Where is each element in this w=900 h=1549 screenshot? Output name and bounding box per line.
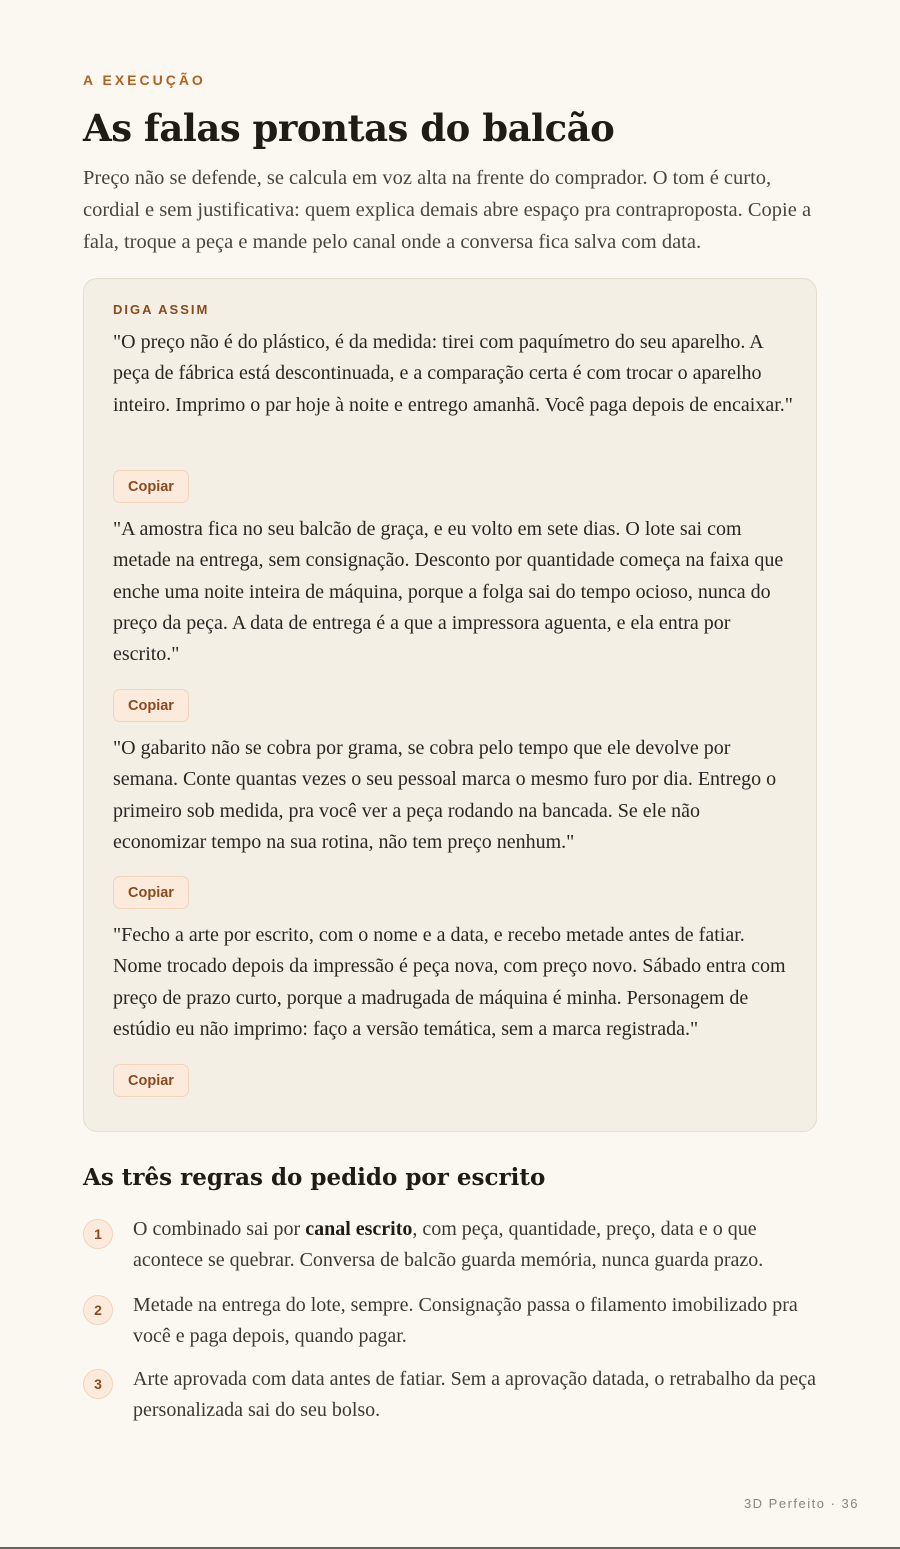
rule-text: Metade na entrega do lote, sempre. Consignação passa o filamento imobilizado pra você e paga depois, quando pagar. (133, 1294, 798, 1347)
copy-button[interactable]: Copiar (113, 876, 189, 909)
copy-button[interactable]: Copiar (113, 470, 189, 503)
quote-text: "O gabarito não se cobra por grama, se cobra pelo tempo que ele devolve por semana. Conte quantas vezes o seu pessoal marca o mesmo furo por dia. Entrego o primeiro sob medida, pra você ver a peça rodando na bancada. Se ele não economizar tempo na sua rotina, não tem preço nenhum." (113, 737, 777, 853)
scripts-card (83, 278, 817, 1132)
rule-emphasis: canal escrito (305, 1218, 413, 1240)
quote-text: "O preço não é do plástico, é da medida: tirei com paquímetro do seu aparelho. A peça de fábrica está descontinuada, e a comparação certa é com trocar o aparelho inteiro. Imprimo o par hoje à noite e entrego amanhã. Você paga depois de encaixar." (113, 331, 793, 416)
rule-text: Arte aprovada com data antes de fatiar. Sem a aprovação datada, o retrabalho da peça personalizada sai do seu bolso. (133, 1368, 816, 1421)
copy-button[interactable]: Copiar (113, 1064, 189, 1097)
rule-number-badge: 1 (83, 1219, 113, 1249)
section-eyebrow: A EXECUÇÃO (83, 72, 206, 88)
rule-number-badge: 2 (83, 1295, 113, 1325)
copy-button[interactable]: Copiar (113, 689, 189, 722)
page-title: As falas prontas do balcão (83, 106, 615, 150)
intro-paragraph: Preço não se defende, se calcula em voz alta na frente do comprador. O tom é curto, cordial e sem justificativa: quem explica demais abre espaço pra contraproposta. Copie a fala, troque a peça e mande pelo canal onde a conversa fica salva com data. (83, 167, 812, 253)
rule-number-badge: 3 (83, 1369, 113, 1399)
page-footer: 3D Perfeito · 36 (743, 1496, 859, 1511)
rules-heading: As três regras do pedido por escrito (83, 1164, 546, 1191)
quote-text: "Fecho a arte por escrito, com o nome e a data, e recebo metade antes de fatiar. Nome trocado depois da impressão é peça nova, com preço novo. Sábado entra com preço de prazo curto, porque a madrugada de máquina é minha. Personagem de estúdio eu não imprimo: faço a versão temática, sem a marca registrada." (113, 924, 786, 1040)
rule-text: O combinado sai por canal escrito, com peça, quantidade, preço, data e o que acontece se quebrar. Conversa de balcão guarda memória, nunca guarda prazo. (133, 1218, 764, 1271)
card-label: DIGA ASSIM (113, 302, 210, 317)
quote-text: "A amostra fica no seu balcão de graça, e eu volto em sete dias. O lote sai com metade na entrega, sem consignação. Desconto por quantidade começa na faixa que enche uma noite inteira de máquina, porque a folga sai do tempo ocioso, nunca do preço da peça. A data de entrega é a que a impressora aguenta, e ela entra por escrito." (113, 518, 784, 666)
